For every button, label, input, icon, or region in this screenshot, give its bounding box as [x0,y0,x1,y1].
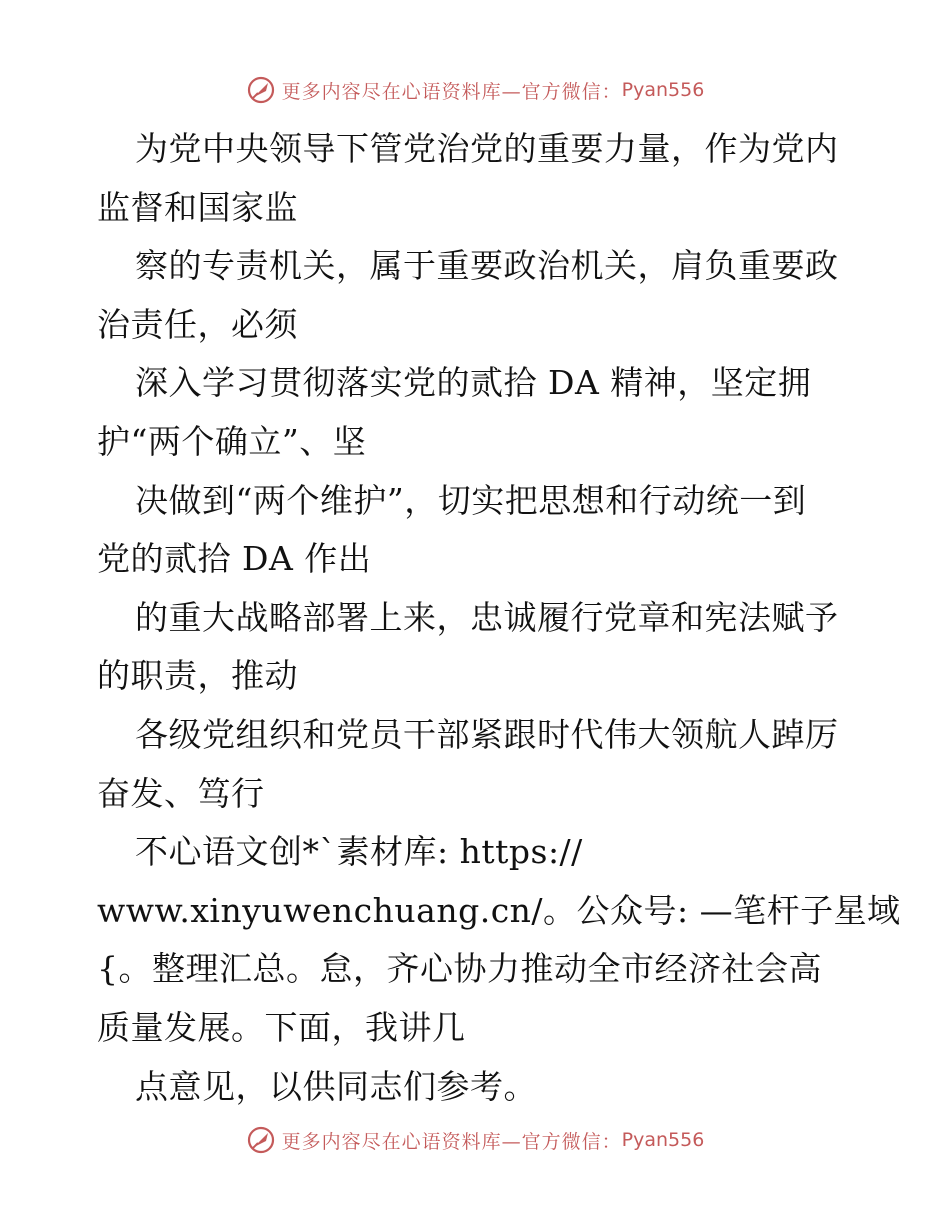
text-line: 护“两个确立”、坚 [97,421,367,461]
text-line: 深入学习贯彻落实党的贰拾 DA 精神，坚定拥 [135,363,812,403]
quill-logo-icon [246,75,276,105]
text-line: 的重大战略部署上来，忠诚履行党章和宪法赋予 [135,597,839,637]
watermark-text: 更多内容尽在心语资料库—官方微信： [281,80,622,103]
text-line: 质量发展。下面，我讲几 [97,1007,466,1047]
text-line: 察的专责机关，属于重要政治机关，肩负重要政 [135,246,839,286]
text-line: 不心语文创*`素材库: https:// [135,832,583,872]
watermark-wechat-id: Pyan556 [621,1129,705,1151]
text-line: {。整理汇总。怠，齐心协力推动全市经济社会高 [97,949,822,989]
text-line: 治责任，必须 [97,304,298,344]
text-line: 决做到“两个维护”，切实把思想和行动统一到 [135,480,807,520]
text-line: www.xinyuwenchuang.cn/。公众号: —笔杆子星域 [97,890,901,930]
watermark-wechat-id: Pyan556 [621,79,705,101]
document-body [97,120,901,1116]
text-line: 监督和国家监 [97,187,298,227]
footer-watermark-banner [0,1120,950,1160]
text-line: 为党中央领导下管党治党的重要力量，作为党内 [135,129,839,168]
header-watermark-banner [0,70,950,110]
quill-logo-icon [246,1125,276,1155]
text-line: 党的贰拾 DA 作出 [97,539,372,579]
watermark-text: 更多内容尽在心语资料库—官方微信： [281,1130,622,1153]
text-line: 奋发、笃行 [97,773,265,813]
text-line: 的职责，推动 [97,656,298,696]
text-line: 点意见，以供同志们参考。 [135,1066,537,1106]
text-line: 各级党组织和党员干部紧跟时代伟大领航人踔厉 [135,714,839,754]
